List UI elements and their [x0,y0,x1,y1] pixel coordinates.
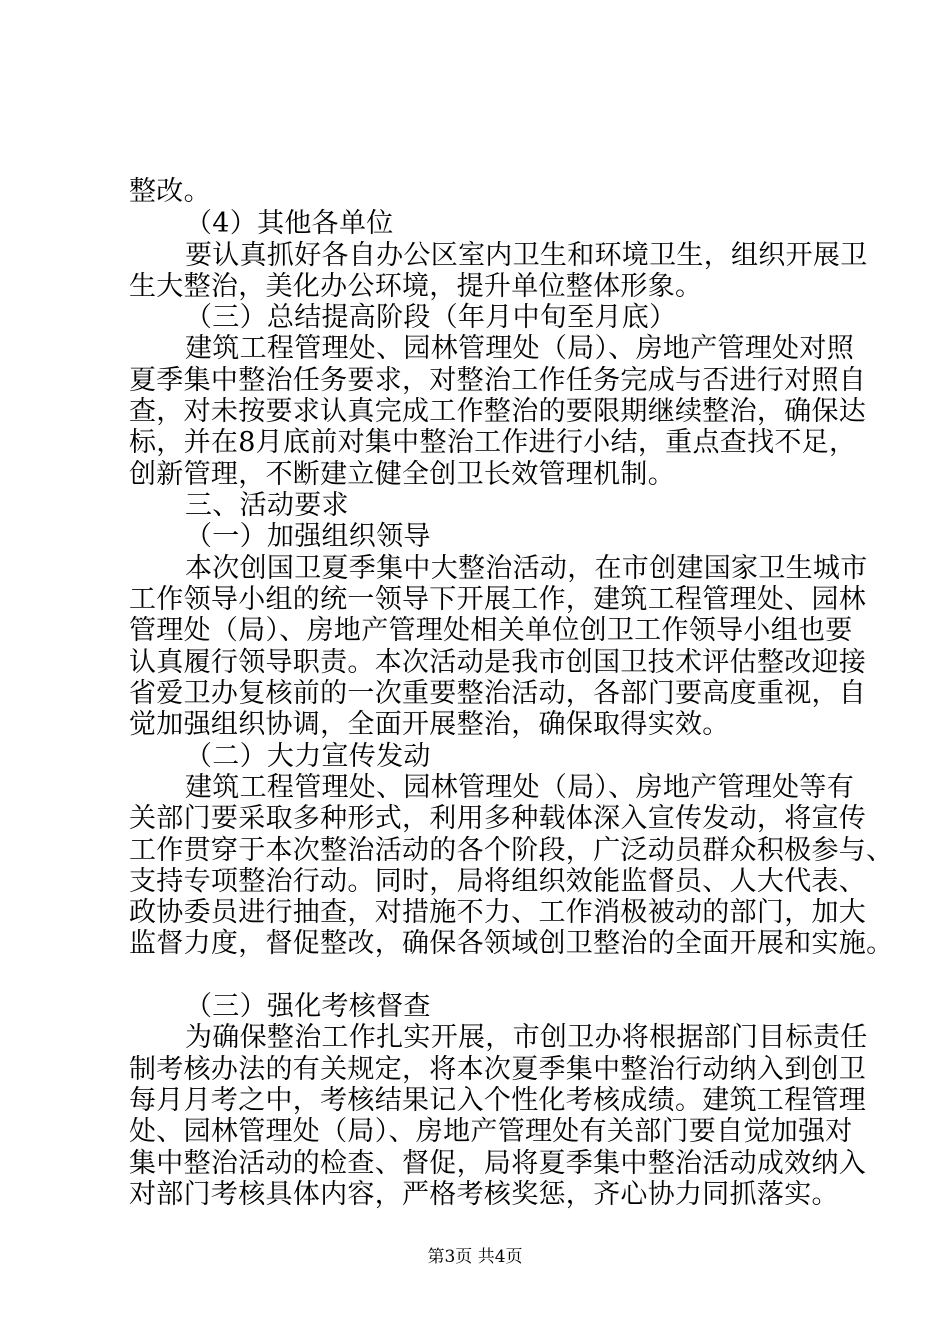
text-line: 监督力度，督促整改，确保各领域创卫整治的全面开展和实施。 [129,928,894,959]
text-line: 关部门要采取多种形式，利用多种载体深入宣传发动，将宣传 [129,803,867,834]
text-line: 创新管理，不断建立健全创卫长效管理机制。 [129,459,675,490]
text-line: 管理处（局）、房地产管理处相关单位创卫工作领导小组也要 [129,615,853,646]
page-number-footer: 第3页 共4页 [427,1247,523,1267]
text-line: 每月月考之中，考核结果记入个性化考核成绩。建筑工程管理 [129,1085,867,1116]
text-line: 生大整治，美化办公环境，提升单位整体形象。 [129,271,703,302]
text-line: 政协委员进行抽查，对措施不力、工作消极被动的部门，加大 [129,897,867,928]
text-line: 工作领导小组的统一领导下开展工作，建筑工程管理处、园林 [129,584,867,615]
text-line: 标，并在8月底前对集中整治工作进行小结，重点查找不足， [129,427,857,458]
text-line: 支持专项整治行动。同时，局将组织效能监督员、人大代表、 [129,866,867,897]
text-line: 整改。 [129,176,211,207]
text-line: 三、活动要求 [185,490,349,521]
text-line: 制考核办法的有关规定，将本次夏季集中整治行动纳入到创卫 [129,1054,867,1085]
text-line: （4）其他各单位 [185,208,394,239]
text-line: （一）加强组织领导 [185,521,431,552]
text-line: 要认真抓好各自办公区室内卫生和环境卫生，组织开展卫 [185,240,868,271]
text-line: 为确保整治工作扎实开展，市创卫办将根据部门目标责任 [185,1022,868,1053]
text-line: （三）总结提高阶段（年月中旬至月底） [185,302,677,333]
text-line: 夏季集中整治任务要求，对整治工作任务完成与否进行对照自 [129,365,867,396]
text-line: 处、园林管理处（局）、房地产管理处有关部门要自觉加强对 [129,1116,853,1147]
text-line: （三）强化考核督查 [185,991,431,1022]
text-line: 集中整治活动的检查、督促，局将夏季集中整治活动成效纳入 [129,1148,867,1179]
text-line: 认真履行领导职责。本次活动是我市创国卫技术评估整改迎接 [129,647,867,678]
text-line: 查，对未按要求认真完成工作整治的要限期继续整治，确保达 [129,396,867,427]
text-line: 觉加强组织协调，全面开展整治，确保取得实效。 [129,709,730,740]
text-line: 建筑工程管理处、园林管理处（局）、房地产管理处对照 [185,333,854,364]
text-line: （二）大力宣传发动 [185,741,431,772]
text-line: 工作贯穿于本次整治活动的各个阶段，广泛动员群众积极参与、 [129,835,894,866]
text-line: 对部门考核具体内容，严格考核奖惩，齐心协力同抓落实。 [129,1179,839,1210]
text-line: 省爱卫办复核前的一次重要整治活动，各部门要高度重视，自 [129,678,867,709]
text-line: 建筑工程管理处、园林管理处（局）、房地产管理处等有 [185,772,854,803]
text-line: 本次创国卫夏季集中大整治活动，在市创建国家卫生城市 [185,553,868,584]
